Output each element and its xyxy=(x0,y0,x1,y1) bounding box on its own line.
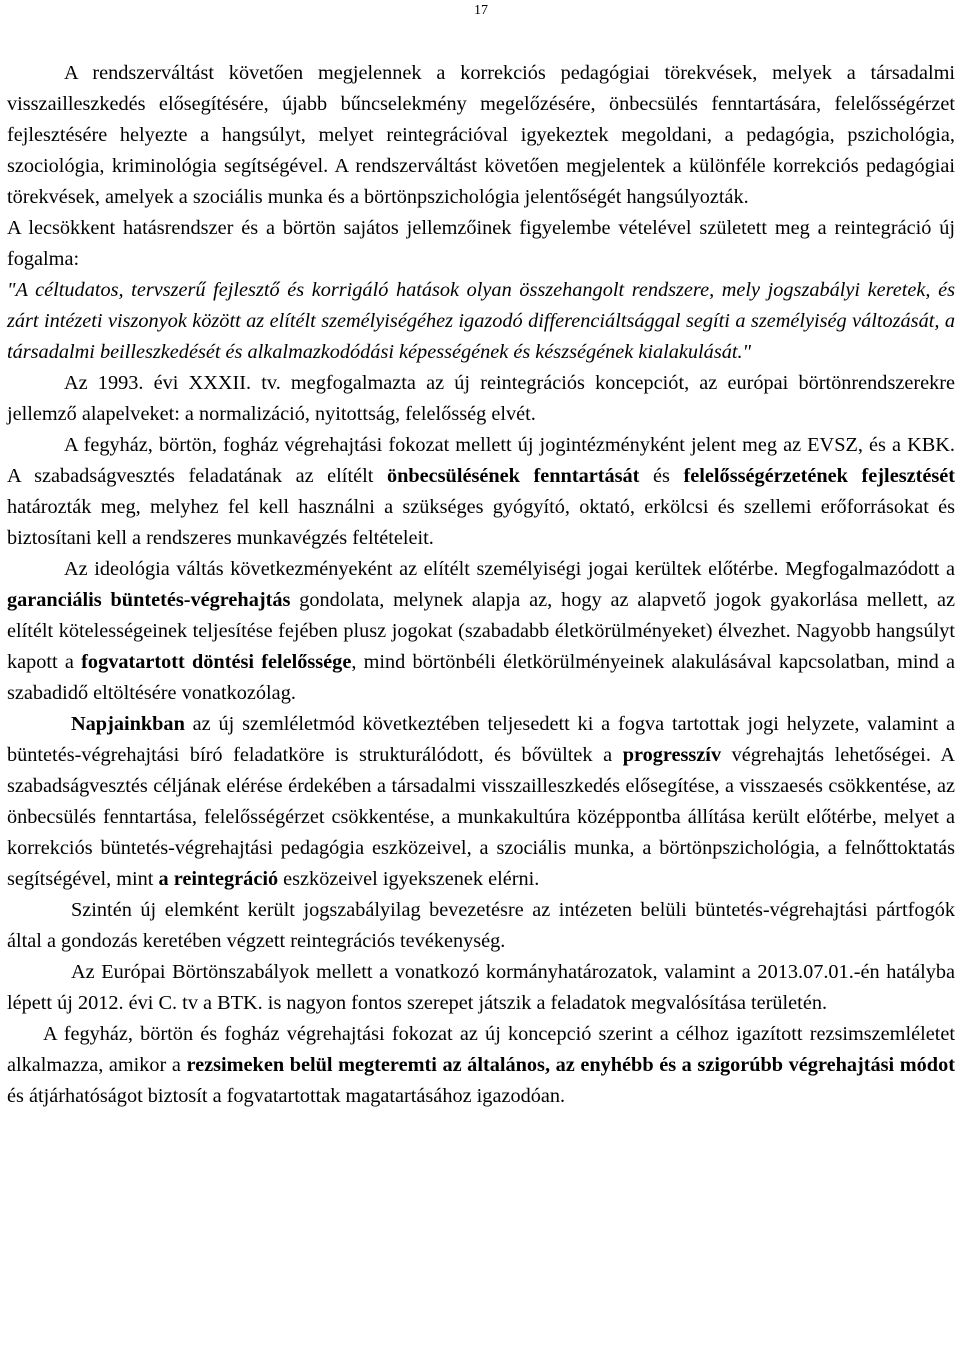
text-segment: Az ideológia váltás következményeként az elítélt személyiségi jogai kerültek előtérbe. Megfogalmazódott a xyxy=(64,558,955,580)
text-segment: és átjárhatóságot biztosít a fogvatartottak magatartásához igazodóan. xyxy=(7,1085,566,1107)
page-number: 17 xyxy=(474,3,488,18)
paragraph-ideology-change xyxy=(7,554,955,709)
bold-term: rezsimeken belül megteremti az általános, az enyhébb és a szigorúbb végrehajtási módot xyxy=(186,1054,955,1076)
text-segment: , mind börtönbéli életkörülményeinek alakulásával kapcsolatban, mind a szabadidő eltöltésére vonatkozólag. xyxy=(7,651,955,704)
bold-term: garanciális büntetés-végrehajtás xyxy=(7,589,291,611)
paragraph-reintegration-concept: A lecsökkent hatásrendszer és a börtön sajátos jellemzőinek figyelembe vételével született meg a reintegráció új fogalma: xyxy=(7,217,955,270)
text-segment: eszközeivel igyekszenek elérni. xyxy=(278,868,540,890)
bold-term: progresszív xyxy=(622,744,722,766)
paragraph-european-prison-rules: Az Európai Börtönszabályok mellett a vonatkozó kormányhatározatok, valamint a 2013.07.01.-én hatályba lépett új 2012. évi C. tv a BTK. is nagyon fontos szerepet játszik a feladatok megvalósítása területén. xyxy=(7,961,955,1014)
text-segment: és xyxy=(639,465,684,487)
bold-term: Napjainkban xyxy=(71,713,185,735)
paragraph-nowadays xyxy=(7,709,955,895)
paragraph-1993-act: Az 1993. évi XXXII. tv. megfogalmazta az új reintegrációs koncepciót, az európai börtönrendszerekre jellemző alapelveket: a normalizáció, nyitottság, felelősség elvét. xyxy=(7,372,955,425)
bold-term: felelősségérzetének fejlesztését xyxy=(683,465,955,487)
text-segment: az új szemléletmód következtében teljesedett ki a fogva tartottak jogi helyzete, valamint a büntetés-végrehajtási bíró feladatköre is strukturálódott, és bővültek a xyxy=(7,713,955,766)
paragraph-reintegration-intro: A rendszerváltást követően megjelennek a korrekciós pedagógiai törekvések, melyek a társadalmi visszailleszkedés elősegítésére, újabb bűncselekmény megelőzésére, önbecsülés fenntartására, felelősségérzet fejlesztésére helyezte a hangsúlyt, melyet reintegrációval igyekeztek megoldani, a pedagógia, pszichológia, szociológia, kriminológia segítségével. A rendszerváltást követően megjelentek a különféle korrekciós pedagógiai törekvések, amelyek a szociális munka és a börtönpszichológia jelentőségét hangsúlyozták. xyxy=(7,62,955,208)
bold-term: fogvatartott döntési felelőssége xyxy=(81,651,352,673)
paragraph-reintegration-definition-quote: "A céltudatos, tervszerű fejlesztő és korrigáló hatások olyan összehangolt rendszere, mely jogszabályi keretek, és zárt intézeti viszonyok között az elítélt személyiségéhez igazodó differenciáltsággal segíti a személyiség változását, a társadalmi beilleszkedését és alkalmazkodódási képességének és készségének kialakulását." xyxy=(7,279,955,363)
text-segment: végrehajtás lehetőségei. A szabadságvesztés céljának elérése érdekében a társadalmi visszailleszkedés elősegítése, a visszaesés csökkentése, az önbecsülés fenntartása, felelősségérzet csökkentése, a munkakultúra középpontba állítása került előtérbe, melyet a korrekciós büntetés-végrehajtási pedagógia eszközeivel, a szociális munka, a börtönpszichológia, a felnőttoktatás segítségével, mint xyxy=(7,744,955,890)
text-segment: A fegyház, börtön és fogház végrehajtási fokozat az új koncepció szerint a célhoz igazított rezsimszemléletet alkalmazza, amikor a xyxy=(7,1023,955,1076)
document-body xyxy=(7,58,955,1112)
paragraph-regime-concept xyxy=(7,1019,955,1112)
text-segment: határozták meg, melyhez fel kell használni a szükséges gyógyító, oktató, erkölcsi és szellemi erőforrásokat és biztosítani kell a rendszeres munkavégzés feltételeit. xyxy=(7,496,955,549)
paragraph-new-institutions xyxy=(7,430,955,554)
bold-term: önbecsülésének fenntartását xyxy=(386,465,640,487)
bold-term: a reintegráció xyxy=(158,868,279,890)
text-segment: gondolata, melynek alapja az, hogy az alapvető jogok gyakorlása mellett, az elítélt kötelességeinek teljesítése fejében plusz jogokat (szabadabb életkörülményeket) élvezhet. Nagyobb hangsúlyt kapott a xyxy=(7,589,955,673)
text-segment: A fegyház, börtön, fogház végrehajtási fokozat mellett új jogintézményként jelent meg az EVSZ, és a KBK. A szabadságvesztés feladatának az elítélt xyxy=(7,434,955,487)
paragraph-probation-officers: Szintén új elemként került jogszabályilag bevezetésre az intézeten belüli büntetés-végrehajtási pártfogók által a gondozás keretében végzett reintegrációs tevékenység. xyxy=(7,899,955,952)
